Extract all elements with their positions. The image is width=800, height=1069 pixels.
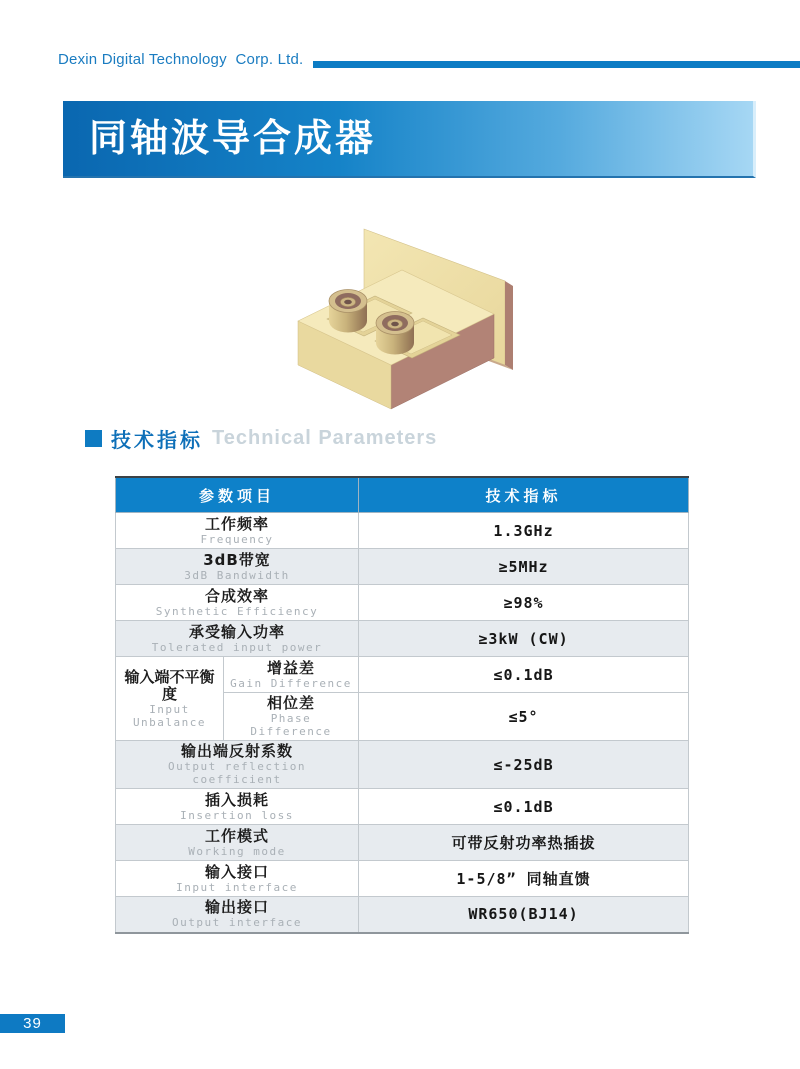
table-row (116, 621, 689, 657)
table-row (116, 789, 689, 825)
param-zh: 输入接口 (205, 862, 270, 881)
param-value: ≥3kW (CW) (359, 621, 689, 657)
param-en: Output interface (172, 916, 302, 930)
table-row (116, 549, 689, 585)
page-number: 39 (23, 1015, 42, 1032)
table-row (116, 861, 689, 897)
param-zh: 相位差 (267, 694, 316, 712)
spec-table (115, 476, 689, 934)
param-en: Tolerated input power (151, 640, 323, 654)
param-en: Gain Difference (230, 676, 352, 690)
param-value: WR650(BJ14) (359, 897, 689, 933)
page-title: 同轴波导合成器 (89, 117, 377, 160)
table-row (116, 657, 689, 693)
param-value: ≥5MHz (359, 549, 689, 585)
param-zh: 承受输入功率 (189, 622, 286, 641)
company-header (58, 50, 800, 70)
waveguide-combiner-illustration (282, 202, 542, 414)
table-row (116, 825, 689, 861)
param-en: Phase Difference (250, 712, 332, 738)
param-group-zh: 输入端不平衡度 (124, 667, 215, 703)
param-en: Working mode (188, 844, 286, 858)
title-banner (63, 101, 756, 178)
col-header-spec: 技术指标 (359, 477, 689, 513)
param-zh: 增益差 (267, 658, 316, 677)
param-zh: 3dB带宽 (203, 550, 271, 569)
page-number-badge (0, 1014, 65, 1033)
col-header-parameter: 参数项目 (116, 477, 359, 513)
param-value: 可带反射功率热插拔 (359, 825, 689, 861)
param-zh: 工作模式 (205, 826, 270, 845)
table-header-row (116, 477, 689, 513)
section-bullet-icon (85, 430, 102, 447)
product-image (282, 202, 542, 414)
param-en: Output reflection coefficient (167, 760, 307, 786)
param-zh: 插入损耗 (205, 790, 270, 809)
param-en: Insertion loss (180, 808, 294, 822)
table-row (116, 585, 689, 621)
table-row (116, 513, 689, 549)
param-zh: 输出端反射系数 (181, 742, 294, 760)
table-row (116, 741, 689, 789)
company-name: Dexin Digital Technology Corp. Ltd. (58, 51, 304, 68)
param-value: 1.3GHz (359, 513, 689, 549)
section-title-en: Technical Parameters (212, 427, 438, 449)
param-value: ≤5° (359, 693, 689, 741)
param-value: 1-5/8” 同轴直馈 (359, 861, 689, 897)
param-zh: 合成效率 (205, 586, 270, 605)
param-en: 3dB Bandwidth (184, 568, 290, 582)
param-value: ≤-25dB (359, 741, 689, 789)
table-row (116, 897, 689, 933)
section-header (85, 424, 437, 453)
param-value: ≤0.1dB (359, 789, 689, 825)
param-zh: 工作频率 (205, 514, 270, 533)
param-value: ≤0.1dB (359, 657, 689, 693)
param-zh: 输出接口 (205, 898, 270, 917)
param-en: Input interface (176, 880, 298, 894)
section-title-zh: 技术指标 (111, 430, 203, 452)
param-group-en: Input Unbalance (132, 702, 207, 729)
param-en: Frequency (200, 532, 274, 546)
param-en: Synthetic Efficiency (155, 604, 319, 618)
header-rule (313, 61, 800, 68)
param-value: ≥98% (359, 585, 689, 621)
